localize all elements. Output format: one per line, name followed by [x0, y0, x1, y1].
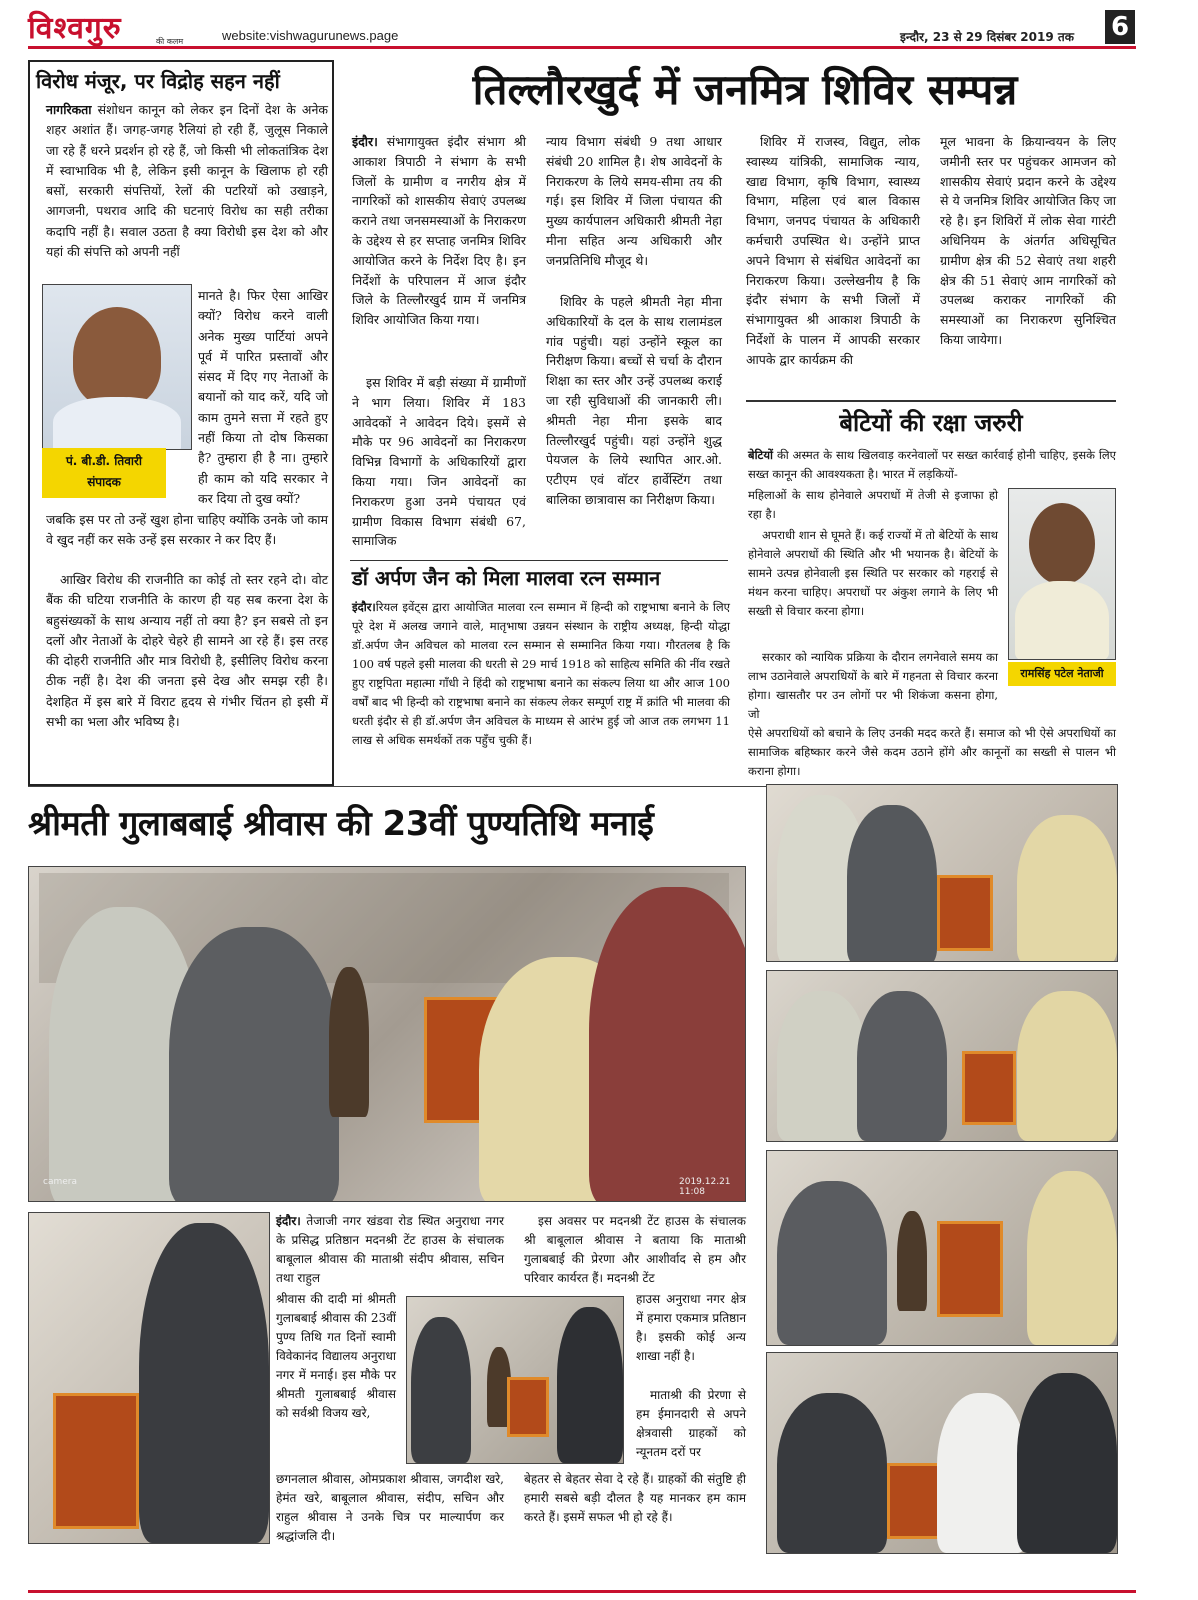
main-col2b: शिविर के पहले श्रीमती नेहा मीना अधिकारियों के दल के साथ रालामंडल गांव पहुंची। यहां उन्होंने स्कूल का निरीक्षण किया। बच्चों से चर्चा के दौरान शिक्षा का स्तर और उन्हें उपलब्ध कराई जा रही सुविधाओं की जानकारी ली। श्रीमती नेहा मीना इसके बाद तिल्लौरखुर्द पहुंची। यहां उन्होंने शुद्ध पेयजल के लिये स्थापित आर.ओ. एटीएम एवं वॉटर हार्वेस्टिंग तथा बालिका छात्रावास का निरीक्षण किया।: [546, 294, 722, 507]
photo6-frame: [53, 1393, 139, 1529]
editorial-para1b: मानते है। फिर ऐसा आखिर क्यों? विरोध करने वाली अनेक मुख्य पार्टियां अपने पूर्व में पारित प्रस्तावों और संसद में दिए गए नेताओं के बयानों को याद करें, यदि जो काम तुमने सत्ता में रहते हुए नहीं किया तो दोष किसका है? तुम्हारा ही है ना। तुम्हारे ही काम को यदि सरकार ने कर दिया तो दुख क्यों?: [198, 288, 328, 506]
editorial-box: [28, 60, 334, 786]
photo4-statue: [897, 1211, 927, 1311]
tribute-col2d: बेहतर से बेहतर सेवा दे रहे हैं। ग्राहकों की संतुष्टि ही हमारी सबसे बड़ी दौलत है यह मानकर हम काम करते हैं। इसमें सफल भी हो रहे हैं।: [524, 1472, 746, 1524]
editorial-title: विरोध मंजूर, पर विद्रोह सहन नहीं: [36, 69, 280, 93]
editor-shirt: [53, 397, 181, 450]
photo5-person-3: [1017, 1373, 1117, 1553]
award-rule: [350, 560, 728, 561]
photo4-frame: [937, 1221, 1003, 1317]
tribute-headline: श्रीमती गुलाबबाई श्रीवास की 23वीं पुण्यतिथि मनाई: [28, 804, 654, 844]
ramsingh-face: [1029, 503, 1095, 585]
editorial-para2: आखिर विरोध की राजनीति का कोई तो स्तर रहने दो। वोट बैंक की घटिया राजनीति के कारण ही यह सब करना देश के बहुसंख्यकों के साथ अन्याय नहीं तो क्या है? इन सबसे तो इन दलों और नेताओं के दोहरे चेहरे ही सामने आ रहे हैं। इस तरह की दोहरी राजनीति और मात्र विरोधी है, इसीलिए विरोध करना ठीक नहीं है। देश की जनता इसे देख और समझ रही है। देशहित में इस बारे में विराट हृदय से गंभीर चिंतन हो इसी में सभी का भला और भविष्य है।: [46, 572, 328, 730]
logo-text: विश्वगुरु: [28, 11, 122, 46]
editor-photo: [42, 284, 192, 450]
daughters-para1a: [748, 446, 1116, 484]
daughters-para3b: ऐसे अपराधियों को बचाने के लिए उनकी मदद करते हैं। समाज को भी ऐसे अपराधियों का सामाजिक बहिष्कार करने जैसे कदम उठाने होंगे और कानूनों का सख्ती से पालन भी कराना होगा।: [748, 726, 1116, 778]
tribute-photo-2: [766, 784, 1118, 962]
ramsingh-kurta: [1015, 581, 1109, 660]
photo3-person-3: [1017, 991, 1117, 1141]
photo5-person-2: [937, 1393, 1027, 1553]
photo3-person-2: [857, 991, 947, 1141]
award-body-text: रियल इवेंट्स द्वारा आयोजित मालवा रत्न सम्मान में हिन्दी को राष्ट्रभाषा बनाने के लिए पूरे देश में अलख जगाने वाले, मातृभाषा उन्नयन संस्थान के राष्ट्रीय अध्यक्ष, हिन्दी योद्धा डॉ.अर्पण जैन अविचल को मालवा रत्न सम्मान से सम्मानित किया गया। गौरतलब है कि 100 वर्ष पहले इसी मालवा की धरती से 29 मार्च 1918 को साहित्य समिति की नींव रखते हुए राष्ट्रपिता महात्मा गाँधी ने हिंदी को राष्ट्रभाषा बनाने का संकल्प लिया था और आज 100 वर्षों बाद भी हिन्दी को राष्ट्रभाषा बनाने का संकल्प लेकर सम्पूर्ण राष्ट्र में क्रांति भी मालवा की धरती इंदौर से ही डॉ.अर्पण जैन अविचल के माध्यम से आरंभ हुई जो आज तक लगभग 11 लाख से अधिक समर्थकों तक पहुँच चुकी हैं।: [352, 600, 730, 747]
masthead-rule: [28, 46, 1136, 49]
tribute-col1c: छगनलाल श्रीवास, ओमप्रकाश श्रीवास, जगदीश खरे, हेमंत खरे, बाबूलाल श्रीवास, संदीप, सचिन और राहुल श्रीवास ने उनके चित्र पर माल्यार्पण कर श्रद्धांजलि दी।: [276, 1472, 504, 1543]
tribute-col1a-text: तेजाजी नगर खंडवा रोड स्थित अनुराधा नगर के प्रसिद्ध प्रतिष्ठान मदनश्री टेंट हाउस के संचालक बाबूलाल श्रीवास की माताश्री संदीप श्रीवास, सचिन तथा राहुल: [276, 1214, 504, 1285]
photo-stamp-cam: camera: [43, 1177, 77, 1187]
ramsingh-photo: [1008, 488, 1116, 660]
photo4-person-1: [777, 1181, 887, 1345]
award-body: [352, 598, 730, 750]
photo4-person-2: [1027, 1171, 1117, 1345]
person-2: [169, 927, 339, 1202]
tribute-photo-4: [766, 1150, 1118, 1346]
main-col2: न्याय विभाग संबंधी 9 तथा आधार संबंधी 20 शामिल है। शेष आवेदनों के निराकरण के लिये समय-सीमा तय की गई। इस शिविर में जिला पंचायत की मुख्य कार्यपालन अधिकारी श्रीमती नेहा मीना सहित अन्य अधिकारी और जनप्रतिनिधि मौजूद थे।: [546, 134, 722, 268]
tribute-dateline: इंदौर।: [276, 1214, 301, 1228]
tribute-photo-5: [766, 1352, 1118, 1554]
website: website:vishwagurunews.page: [222, 28, 399, 43]
tribute-photo-3: [766, 970, 1118, 1142]
editor-role: संपादक: [87, 475, 121, 489]
photo6-person: [139, 1223, 269, 1543]
main-col4: मूल भावना के क्रियान्वयन के लिए जमीनी स्तर पर पहुंचकर आमजन को शासकीय सेवाएं प्रदान करने के उद्देश्य से ये जनमित्र शिविर आयोजित किए जा रहे है। इन शिविरों में लोक सेवा गारंटी अधिनियम के अंतर्गत अधिसूचित ग्रामीण क्षेत्र की 52 सेवाएं तथा शहरी क्षेत्र की 51 सेवाएं आम नागरिकों को उपलब्ध कराकर नागरिकों की समस्याओं का निराकरण सुनिश्चित किया जायेगा।: [940, 134, 1116, 347]
editorial-para1-text: संशोधन कानून को लेकर इन दिनों देश के अनेक शहर अशांत हैं। जगह-जगह रैलियां हो रही हैं, जुलूस निकाले जा रहे हैं धरने प्रदर्शन हो रहे हैं, जो किसी भी लोकतांत्रिक देश में स्वाभाविक भी है, लेकिन इसी कानून के खिलाफ हो रही बसों, सरकारी संपत्तियों, रेलों की पटरियों को उखाड़ने, आगजनी, पथराव आदि की घटनाएं विरोध का सही तरीका कदापि नहीं है। सवाल उठता है क्या विरोधी इस देश को और यहां की संपत्ति को अपनी नहीं: [46, 102, 328, 260]
tribute-photo-6: [28, 1212, 270, 1544]
daughters-para2: अपराधी शान से घूमते हैं। कई राज्यों में तो बेटियों के साथ होनेवाले अपराधों की स्थिति और भी भयानक है। बेटियों के सामने उत्पन्न होनेवाली इस स्थिति पर सरकार को गहराई से मंथन करना चाहिए। अपराधों पर अंकुश लगाने के लिए भी सख्ती से विचार करना होगा।: [748, 528, 998, 618]
photo2-person-3: [1017, 815, 1117, 962]
page-number: 6: [1105, 10, 1135, 44]
tribute-photo-7: [406, 1296, 624, 1464]
tribute-col2a: इस अवसर पर मदनश्री टेंट हाउस के संचालक श्री बाबूलाल श्रीवास ने बताया कि माताश्री गुलाबबाई की प्रेरणा और आशीर्वाद से हम और परिवार कार्यरत हैं। मदनश्री टेंट: [524, 1214, 746, 1285]
footer-rule: [28, 1590, 1136, 1593]
editorial-lead-word: नागरिकता: [46, 102, 92, 117]
ramsingh-caption: रामसिंह पटेल नेताजी: [1008, 662, 1116, 686]
editorial-para1c: जबकि इस पर तो उन्हें खुश होना चाहिए क्योंकि उनके जो काम वे खुद नहीं कर सके उन्हें इस सरकार ने कर दिए हैं।: [46, 512, 328, 548]
tribute-main-photo: [28, 866, 746, 1202]
editorial-para1: [46, 100, 328, 262]
daughters-para3: सरकार को न्यायिक प्रक्रिया के दौरान लगनेवाले समय का लाभ उठानेवाले अपराधियों के बारे में गहनता से विचार करना होगा। खासतौर पर उन लोगों पर भी शिकंजा कसना होगा, जो: [748, 650, 998, 721]
award-dateline: इंदौर।: [352, 600, 376, 614]
main-col1: [352, 132, 526, 330]
tribute-col2c: माताश्री की प्रेरणा से हम ईमानदारी से अपने क्षेत्रवासी ग्राहकों को न्यूनतम दरों पर: [636, 1388, 746, 1459]
main-col1b: इस शिविर में बड़ी संख्या में ग्रामीणों ने भाग लिया। शिविर में 183 आवेदकों ने आवेदन दिये। इसमें से मौके पर 96 आवेदनों का निराकरण विभिन्न विभागों के अधिकारियों द्वारा किया गया। जिन आवेदनों का निराकरण हुआ उनमे पंचायत एवं ग्रामीण विकास विभाग संबंधी 67, सामाजिक: [352, 375, 526, 549]
daughters-headline: बेटियों की रक्षा जरुरी: [839, 409, 1023, 437]
tribute-col2b: हाउस अनुराधा नगर क्षेत्र में हमारा एकमात्र प्रतिष्ठान है। इसकी कोई अन्य शाखा नहीं है।: [636, 1292, 746, 1363]
daughters-para1a-text: की अस्मत के साथ खिलवाड़ करनेवालों पर सख्त कार्रवाई होनी चाहिए, इसके लिए सख्त कानून की आवश्यकता है। भारत में लड़कियों-: [748, 448, 1117, 481]
photo5-person-1: [777, 1393, 887, 1553]
photo7-person-2: [557, 1307, 623, 1463]
main-dateline: इंदौर।: [352, 134, 378, 149]
editor-caption: [42, 448, 166, 498]
masthead: [0, 0, 1198, 50]
daughters-para1b: महिलाओं के साथ होनेवाले अपराधों में तेजी से इजाफा हो रहा है।: [748, 488, 998, 521]
editor-figure: [73, 307, 161, 407]
statue: [329, 967, 369, 1117]
daughters-rule: [746, 400, 1116, 402]
tribute-col1a: [276, 1212, 504, 1288]
logo: [28, 6, 198, 46]
award-headline: डॉ अर्पण जैन को मिला मालवा रत्न सम्मान: [352, 566, 661, 590]
main-col3: शिविर में राजस्व, विद्युत, लोक स्वास्थ्य यांत्रिकी, सामाजिक न्याय, खाद्य विभाग, कृषि विभाग, स्वास्थ्य विभाग, महिला एवं बाल विकास विभाग, जनपद पंचायत के अधिकारी कर्मचारी उपस्थित थे। उन्होंने प्राप्त अपने विभाग से संबंधित आवेदनों का निराकरण किया। उल्लेखनीय है कि इंदौर संभाग के सभी जिलों में संभागायुक्त श्री आकाश त्रिपाठी के निर्देशों के पालन में आपकी सरकार आपके द्वार कार्यक्रम की: [746, 134, 920, 367]
photo2-frame: [937, 875, 993, 951]
photo7-frame: [507, 1377, 549, 1437]
editor-name: पं. बी.डी. तिवारी: [65, 454, 143, 468]
photo3-frame: [962, 1051, 1016, 1125]
photo-stamp-date: 2019.12.21 11:08: [679, 1177, 731, 1197]
daughters-lead-word: बेटियों: [748, 448, 773, 462]
tribute-col1b: श्रीवास की दादी मां श्रीमती गुलाबबाई श्रीवास की 23वीं पुण्य तिथि गत दिनों स्वामी विवेकानंद विद्यालय अनुराधा नगर में मनाई। इस मौके पर श्रीमती गुलाबबाई श्रीवास को सर्वश्री विजय खरे,: [276, 1292, 396, 1420]
logo-subtext: की कलम: [156, 37, 184, 46]
photo7-person-1: [411, 1317, 471, 1463]
photo5-frame: [887, 1463, 943, 1539]
main-col1-text: संभागायुक्त इंदौर संभाग श्री आकाश त्रिपाठी ने संभाग के सभी जिलों के ग्रामीण व नगरीय क्षेत्र में नागरिकों को शासकीय सेवाएं उपलब्ध कराने तथा जनसमस्याओं के निराकरण के उद्देश्य से हर सप्ताह जनमित्र शिविर आयोजित करने के निर्देश दिए है। इन निर्देशों के परिपालन में आज इंदौर जिले के तिल्लौरखुर्द ग्राम में जनमित्र शिविर आयोजित किया गया।: [352, 134, 526, 328]
dateline: इन्दौर, 23 से 29 दिसंबर 2019 तक: [900, 30, 1074, 44]
person-4: [589, 887, 746, 1202]
photo3-person-1: [777, 991, 867, 1141]
photo2-person-2: [847, 805, 937, 962]
main-headline: तिल्लौरखुर्द में जनमित्र शिविर सम्पन्न: [472, 65, 1018, 114]
